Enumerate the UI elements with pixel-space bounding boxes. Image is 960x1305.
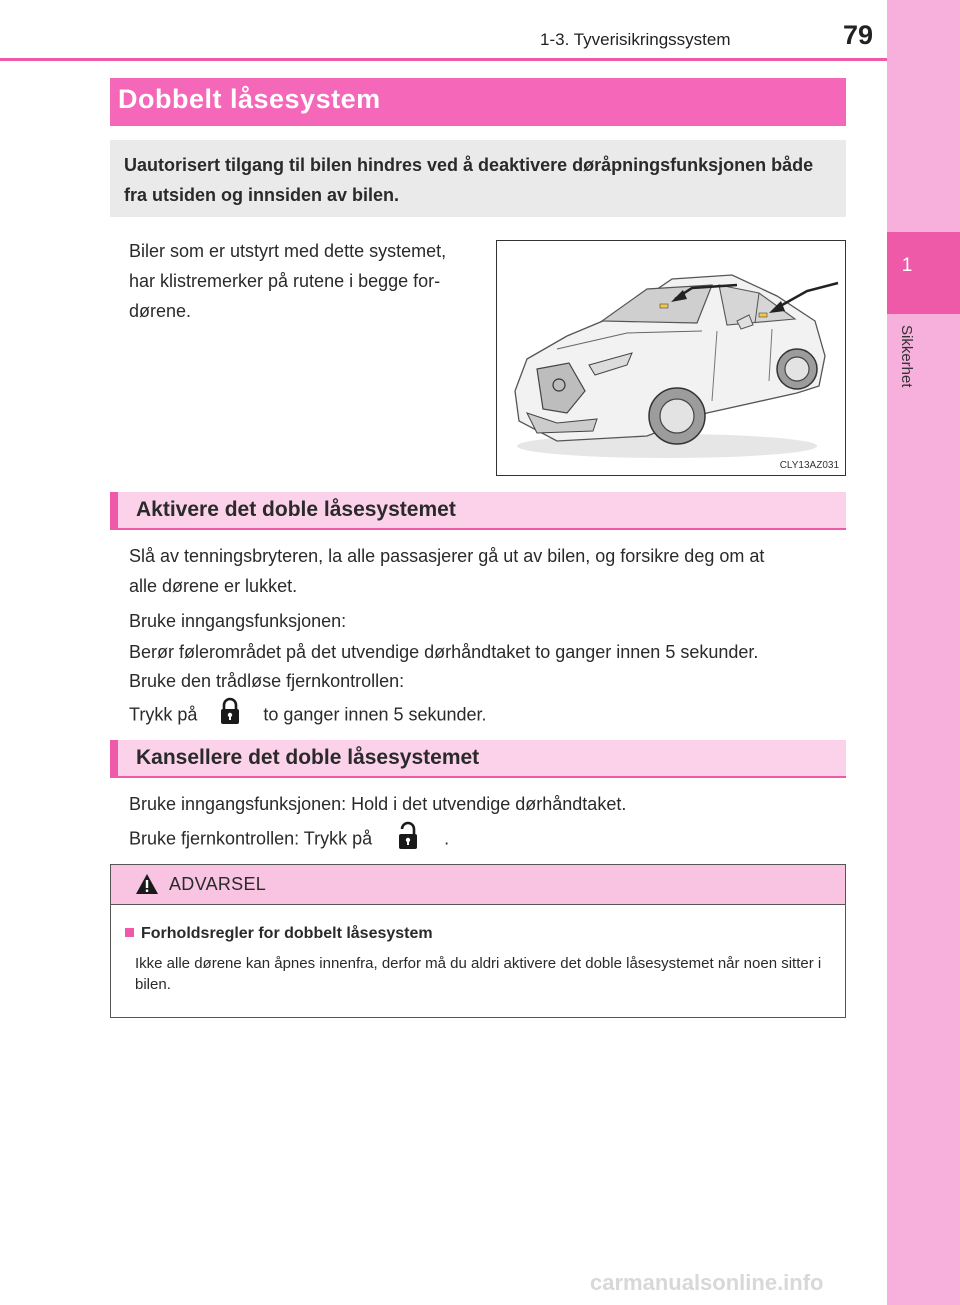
warning-header <box>111 865 845 905</box>
activate-remote-prefix: Trykk på <box>129 704 198 725</box>
figure-code: CLY13AZ031 <box>779 460 839 471</box>
activate-entry-text: Berør følerområdet på det utvendige dørhåndtaket to ganger innen 5 sekunder. <box>129 642 759 662</box>
warning-heading: ADVARSEL <box>169 874 267 894</box>
activate-entry-label: Bruke inngangsfunksjonen: <box>129 611 347 631</box>
activate-step1-line2: alle dørene er lukket. <box>129 576 298 596</box>
side-band <box>887 0 960 1305</box>
warning-subheading: Forholdsregler for dobbelt låsesystem <box>141 925 433 942</box>
car-illustration <box>496 240 846 476</box>
page-number: 79 <box>843 20 874 50</box>
warning-box <box>110 864 846 1018</box>
intro-text: Uautorisert tilgang til bilen hindres ved å deaktivere døråpningsfunksjonen både fra utsiden og innsiden av bilen. <box>124 155 814 205</box>
cancel-remote-line <box>129 820 449 859</box>
cancel-entry-text: Bruke inngangsfunksjonen: Hold i det utvendige dørhåndtaket. <box>129 794 627 814</box>
activate-remote-suffix: to ganger innen 5 sekunder. <box>263 704 487 725</box>
cancel-heading-bar <box>110 740 846 778</box>
section-title: 1-3. Tyverisikringssystem <box>540 30 731 49</box>
vehicle-note-line3: dørene. <box>129 301 192 321</box>
car-drawing <box>497 241 846 476</box>
chapter-label: Sikkerhet <box>898 325 915 388</box>
activate-step1-line1: Slå av tenningsbryteren, la alle passasjerer gå ut av bilen, og forsikre deg om at <box>129 546 765 566</box>
warning-subheading-wrap <box>125 925 433 943</box>
vehicle-note-line2: har klistremerker på rutene i begge for- <box>129 271 441 291</box>
watermark: carmanualsonline.info <box>590 1270 824 1295</box>
unlock-icon <box>377 820 439 859</box>
header-rule <box>0 58 887 61</box>
cancel-remote-suffix: . <box>444 828 450 849</box>
vehicle-note-line1: Biler som er utstyrt med dette systemet, <box>129 241 447 261</box>
chapter-label-wrap <box>897 325 917 415</box>
cancel-remote-prefix: Bruke fjernkontrollen: Trykk på <box>129 828 373 849</box>
activate-heading-bar <box>110 492 846 530</box>
chapter-number: 1 <box>901 255 913 276</box>
lock-icon <box>202 697 258 734</box>
warning-body: Ikke alle dørene kan åpnes innenfra, derfor må du aldri aktivere det doble låsesystemet når noen sitter i bilen. <box>135 955 822 993</box>
warning-icon <box>135 873 159 895</box>
activate-heading: Aktivere det doble låsesystemet <box>136 498 456 521</box>
activate-remote-line <box>129 697 487 734</box>
page-title: Dobbelt låsesystem <box>118 84 381 114</box>
square-bullet-icon <box>125 928 134 937</box>
cancel-heading: Kansellere det doble låsesystemet <box>136 746 480 769</box>
activate-remote-label: Bruke den trådløse fjernkontrollen: <box>129 671 405 691</box>
